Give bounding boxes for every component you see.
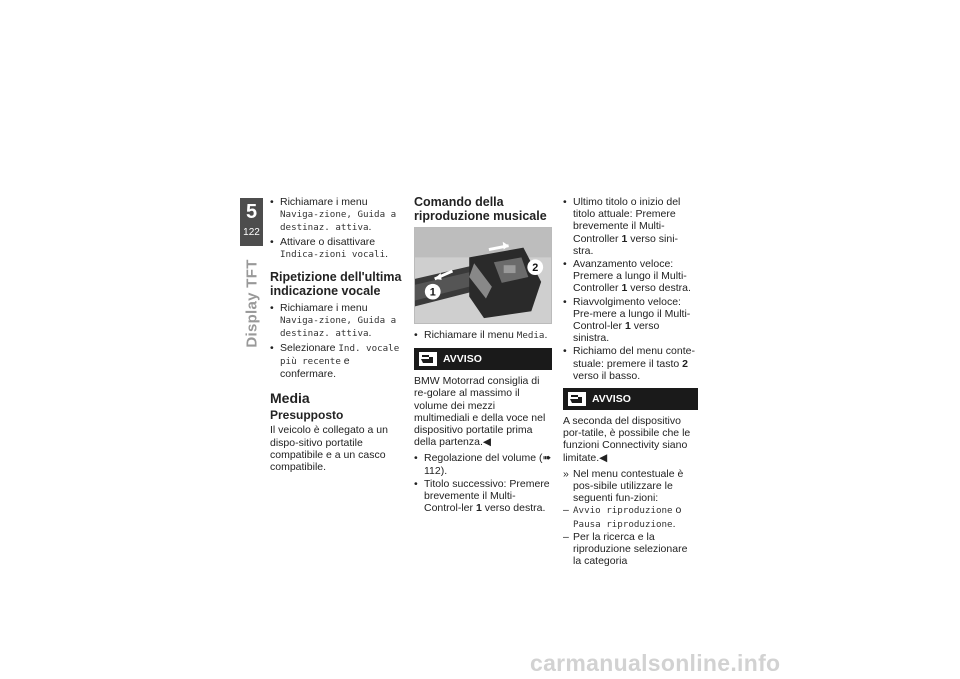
notice-label: AVVISO <box>592 392 631 405</box>
page-number: 122 <box>240 226 263 240</box>
column-2 <box>414 196 552 515</box>
bullet-list-media-menu <box>414 329 552 342</box>
notice-banner <box>414 348 552 370</box>
heading-voice-repeat: Ripetizione dell'ultima indicazione vocale <box>270 270 402 298</box>
column-1 <box>270 196 405 477</box>
notice-label: AVVISO <box>443 353 482 366</box>
list-item: • Selezionare Ind. vocale più recente e confermare. <box>270 342 405 381</box>
chapter-number: 5 <box>245 201 258 223</box>
notice-banner <box>563 388 698 410</box>
notice-text: A seconda del dispositivo por-tatile, è possibile che le funzioni Connectivity siano limitate.◀ <box>563 415 691 464</box>
bullet-list-playback <box>563 196 698 382</box>
heading-playback-control: Comando della riproduzione musicale <box>414 195 547 223</box>
list-item: • Riavvolgimento veloce: Pre-mere a lungo il Multi-Control-ler 1 verso sinistra. <box>563 296 698 345</box>
list-item: • Avanzamento veloce: Premere a lungo il Multi-Controller 1 verso destra. <box>563 258 698 295</box>
bullet-list-top <box>270 196 405 261</box>
list-item: – Per la ricerca e la riproduzione selezionare la categoria <box>563 531 698 568</box>
list-item: • Richiamare i menu Naviga-zione, Guida a destinaz. attiva. <box>270 196 405 235</box>
list-item: – Avvio riproduzione o Pausa riproduzione. <box>563 504 698 530</box>
list-item: • Regolazione del volume (➠ 112). <box>414 452 552 476</box>
watermark: carmanualsonline.info <box>530 650 781 676</box>
bullet-list-repeat <box>270 302 405 380</box>
list-item: • Richiamare i menu Naviga-zione, Guida a destinaz. attiva. <box>270 302 405 341</box>
chapter-title: Display TFT <box>243 259 261 348</box>
notice-text: BMW Motorrad consiglia di re-golare al massimo il volume dei mezzi multimediali e della voce nel dispositivo portatile prima della partenza.◀ <box>414 375 546 449</box>
callout-1-label: 1 <box>429 286 436 299</box>
bullet-list-controls <box>414 452 552 514</box>
handlebar-controls-photo <box>414 227 552 324</box>
subheading-prerequisite: Presupposto <box>270 408 344 423</box>
list-item: • Ultimo titolo o inizio del titolo attuale: Premere brevemente il Multi-Controller 1 verso sini-stra. <box>563 196 698 257</box>
list-item: » Nel menu contestuale è pos-sibile utilizzare le seguenti fun-zioni: <box>563 468 698 505</box>
context-menu-list <box>563 468 698 568</box>
list-item: • Richiamare il menu Media. <box>414 329 552 342</box>
list-item: • Richiamo del menu conte-stuale: premere il tasto 2 verso il basso. <box>563 345 698 382</box>
pointing-hand-icon <box>419 352 437 366</box>
pointing-hand-icon <box>568 392 586 406</box>
heading-media: Media <box>270 390 310 407</box>
paragraph-prerequisite: Il veicolo è collegato a un dispo-sitivo portatile compatibile e a un casco compatibile. <box>270 424 388 474</box>
chapter-title-vertical <box>230 259 274 348</box>
list-item: • Titolo successivo: Premere brevemente il Multi-Control-ler 1 verso destra. <box>414 478 552 515</box>
callout-2-label: 2 <box>532 262 539 275</box>
column-3 <box>563 196 698 567</box>
list-item: • Attivare o disattivare Indica-zioni vocali. <box>270 236 405 261</box>
